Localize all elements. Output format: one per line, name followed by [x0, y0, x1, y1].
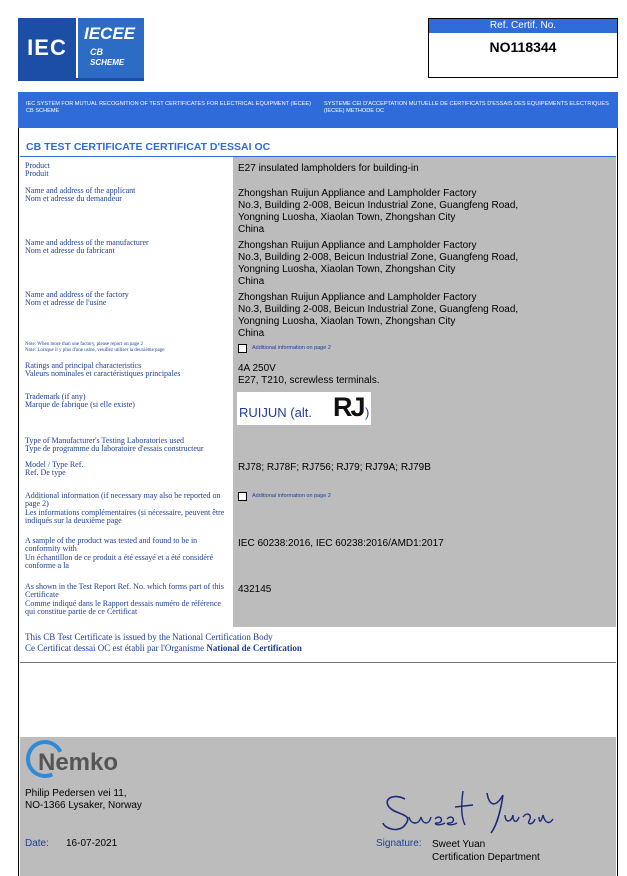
- additional-info-checkbox[interactable]: [238, 492, 247, 501]
- trademark-text: RUIJUN (alt.: [239, 405, 312, 420]
- scheme-band: [18, 92, 618, 128]
- factory-additional-checkbox[interactable]: [238, 344, 247, 353]
- trademark-rj-mark: RJ: [333, 392, 364, 422]
- product-value: E27 insulated lampholders for building-in: [238, 163, 419, 174]
- conformity-value: IEC 60238:2016, IEC 60238:2016/AMD1:2017: [238, 538, 444, 549]
- header-rule: [18, 78, 144, 81]
- trademark-value: [237, 392, 371, 425]
- ref-certificate-label: Ref. Certif. No.: [429, 19, 617, 33]
- iecee-scheme-text: SCHEME: [90, 58, 125, 67]
- issued-line-french-bold: National de Certification: [206, 643, 302, 653]
- product-label: Product Produit: [25, 161, 50, 179]
- additional-info-label: Additional information on page 2: [252, 493, 331, 499]
- factory-label: Name and address of the factory Nom et adresse de l'usine: [25, 290, 129, 308]
- handwritten-signature: [375, 779, 565, 837]
- factory-note: Note: When more than one factory, please report on page 2 Note: Lorsque il y plus d'une usine, veuillez utiliser la deuxième page: [25, 342, 165, 353]
- scheme-band-english: IEC SYSTEM FOR MUTUAL RECOGNITION OF TEST CERTIFICATES FOR ELECTRICAL EQUIPMENT (IECEE) CB SCHEME: [26, 101, 312, 114]
- issued-rule: [20, 662, 616, 663]
- iecee-cb-text: CB: [90, 47, 103, 57]
- ratings-label: Ratings and principal characteristics Valeurs nominales et caractéristiques principales: [25, 361, 181, 379]
- ref-certificate-box: [428, 18, 618, 78]
- model-value: RJ78; RJ78F; RJ756; RJ79; RJ79A; RJ79B: [238, 462, 431, 473]
- scheme-band-french: SYSTEME CEI D'ACCEPTATION MUTUELLE DE CERTIFICATS D'ESSAIS DES EQUIPEMENTS ELECTRIQUES (IECEE) METHODE OC: [324, 101, 609, 114]
- signature-label: Signature:: [376, 838, 422, 849]
- manufacturer-value: Zhongshan Ruijun Appliance and Lampholder Factory No.3, Building 2-008, Beicun Industrial Zone, Guangfeng Road, Yongning Luosha, Xiaolan Town, Zhongshan City China: [238, 240, 519, 287]
- nemko-logo: Nemko: [38, 749, 119, 776]
- issued-line-french: [25, 643, 302, 654]
- signer-block: [432, 838, 540, 864]
- ref-certificate-number: NO118344: [489, 39, 557, 55]
- lab-type-label: Type of Manufacturer's Testing Laboratories used Type de programme du laboratoire d'essais constructeur: [25, 436, 204, 454]
- trademark-label: Trademark (if any) Marque de fabrique (si elle existe): [25, 392, 135, 410]
- factory-value: Zhongshan Ruijun Appliance and Lampholder Factory No.3, Building 2-008, Beicun Industrial Zone, Guangfeng Road, Yongning Luosha, Xiaolan Town, Zhongshan City China: [238, 292, 519, 339]
- iec-logo: IEC: [18, 18, 76, 78]
- address-line-1: Philip Pedersen vei 11,: [25, 788, 127, 799]
- date-label: Date:: [25, 838, 49, 849]
- signer-name: Sweet Yuan: [432, 839, 486, 850]
- manufacturer-label: Name and address of the manufacturer Nom et adresse du fabricant: [25, 238, 149, 256]
- model-label: Model / Type Ref. Ref. De type: [25, 460, 84, 478]
- nemko-address: [25, 788, 142, 812]
- iec-iecee-logo: [18, 18, 144, 78]
- report-label: As shown in the Test Report Ref. No. which forms part of this Certificate Comme indiqué dans le Rapport dessais numéro de référence qui constitue partie de ce Certificat: [25, 582, 224, 617]
- iecee-logo: [78, 18, 144, 78]
- footer-panel: [20, 737, 616, 876]
- applicant-value: Zhongshan Ruijun Appliance and Lampholder Factory No.3, Building 2-008, Beicun Industrial Zone, Guangfeng Road, Yongning Luosha, Xiaolan Town, Zhongshan City China: [238, 188, 519, 235]
- certificate-title: CB TEST CERTIFICATE CERTIFICAT D'ESSAI OC: [26, 141, 271, 153]
- trademark-close-paren: ): [365, 405, 370, 420]
- iecee-logo-word: IECEE: [84, 24, 136, 43]
- issued-line-english: This CB Test Certificate is issued by the National Certification Body: [25, 632, 273, 642]
- issued-statement: [25, 632, 302, 654]
- date-value: 16-07-2021: [66, 838, 118, 849]
- address-line-2: NO-1366 Lysaker, Norway: [25, 800, 142, 811]
- signer-department: Certification Department: [432, 852, 540, 863]
- factory-additional-label: Additional information on page 2: [252, 345, 331, 351]
- ratings-value: 4A 250V E27, T210, screwless terminals.: [238, 363, 380, 386]
- additional-label: Additional information (if necessary may also be reported on page 2) Les informations complémentaires (si nécessaire, peuvent être indiqués sur la deuxième page: [25, 491, 225, 526]
- issued-line-french-text: Ce Certificat dessai OC est établi par l'Organisme: [25, 643, 205, 653]
- conformity-label: A sample of the product was tested and found to be in conformity with Un échantillon de ce produit a été essayé et a été considéré conforme a la: [25, 536, 214, 571]
- report-value: 432145: [238, 584, 272, 595]
- applicant-label: Name and address of the applicant Nom et adresse du demandeur: [25, 186, 136, 204]
